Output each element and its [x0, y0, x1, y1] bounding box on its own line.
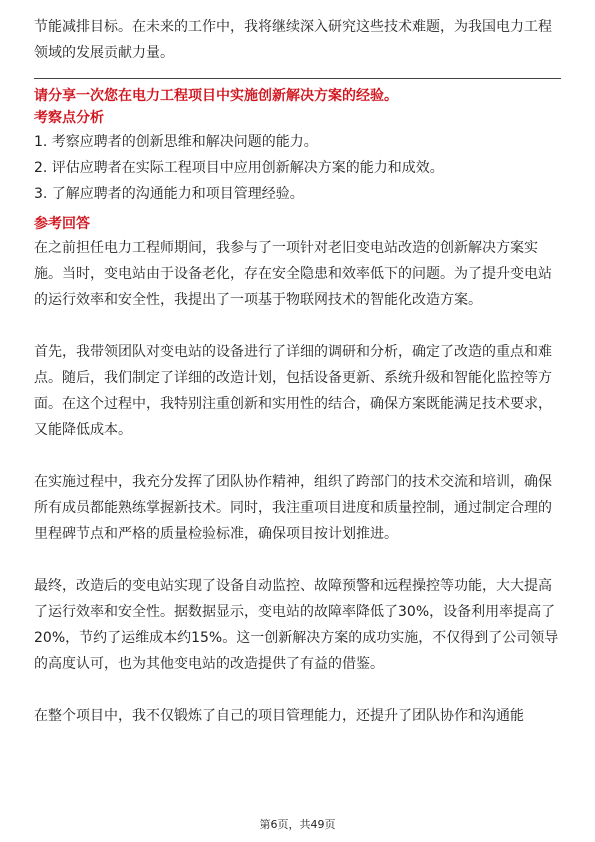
- page-footer: 第6页，共49页: [259, 818, 336, 831]
- analysis-title: 考察点分析: [34, 110, 104, 126]
- analysis-point: 1. 考察应聘者的创新思维和解决问题的能力。: [34, 134, 318, 150]
- analysis-point: 2. 评估应聘者在实际工程项目中应用创新解决方案的能力和成效。: [34, 160, 444, 176]
- answer-paragraph: 在实施过程中，我充分发挥了团队协作精神，组织了跨部门的技术交流和培训，确保所有成员都能熟练掌握新技术。同时，我注重项目进度和质量控制，通过制定合理的里程碑节点和严格的质量检验标准，确保项目按计划推进。: [34, 474, 552, 542]
- document-page: [34, 14, 561, 729]
- answer-paragraph: 在整个项目中，我不仅锻炼了自己的项目管理能力，还提升了团队协作和沟通能: [34, 708, 524, 724]
- answer-paragraph: 在之前担任电力工程师期间，我参与了一项针对老旧变电站改造的创新解决方案实施。当时，变电站由于设备老化，存在安全隐患和效率低下的问题。为了提升变电站的运行效率和安全性，我提出了一项基于物联网技术的智能化改造方案。: [34, 240, 552, 308]
- intro-paragraph: 节能减排目标。在未来的工作中，我将继续深入研究这些技术难题，为我国电力工程领域的发展贡献力量。: [34, 19, 552, 61]
- answer-paragraph: 最终，改造后的变电站实现了设备自动监控、故障预警和远程操控等功能，大大提高了运行效率和安全性。据数据显示，变电站的故障率降低了30%，设备利用率提高了20%，节约了运维成本约15%。这一创新解决方案的成功实施，不仅得到了公司领导的高度认可，也为其他变电站的改造提供了有益的借鉴。: [34, 578, 559, 672]
- analysis-points: [34, 129, 561, 207]
- section-divider: [34, 78, 561, 79]
- answer-title: 参考回答: [34, 216, 90, 232]
- question-heading: 请分享一次您在电力工程项目中实施创新解决方案的经验。: [34, 88, 398, 104]
- analysis-point: 3. 了解应聘者的沟通能力和项目管理经验。: [34, 186, 304, 202]
- answer-paragraph: 首先，我带领团队对变电站的设备进行了详细的调研和分析，确定了改造的重点和难点。随后，我们制定了详细的改造计划，包括设备更新、系统升级和智能化监控等方面。在这个过程中，我特别注重创新和实用性的结合，确保方案既能满足技术要求，又能降低成本。: [34, 344, 552, 438]
